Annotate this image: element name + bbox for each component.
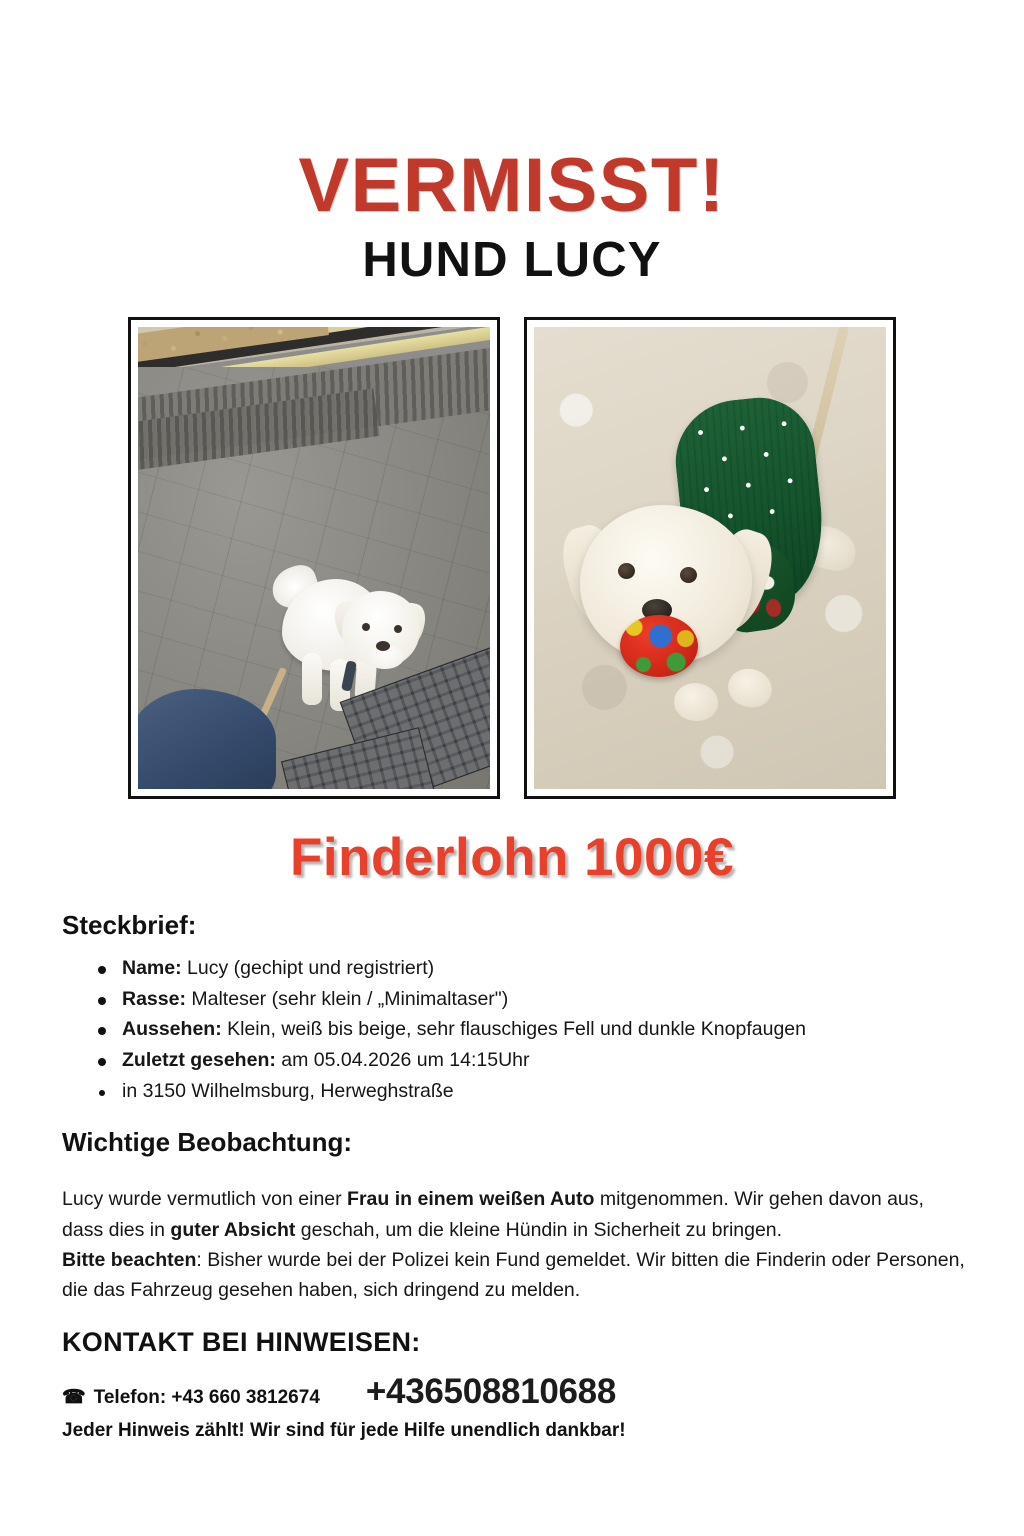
list-item-label: Zuletzt gesehen:	[122, 1049, 276, 1072]
dog-eye	[680, 567, 697, 583]
dog-nose	[376, 641, 390, 651]
para-text: : Bisher wurde bei der Polizei kein Fund gemeldet. Wir bitten die Finderin oder Personen, die das Fahrzeug gesehen haben, sich dringend zu melden.	[62, 1248, 965, 1302]
para-emphasis: guter Absicht	[170, 1218, 296, 1241]
para-emphasis: Frau in einem weißen Auto	[347, 1188, 595, 1211]
photo-lucy-sweater-ball	[524, 317, 896, 799]
photo-gallery	[0, 317, 1024, 799]
section-heading-contact: KONTAKT BEI HINWEISEN:	[62, 1327, 421, 1358]
list-item-label: Rasse:	[122, 987, 186, 1010]
carpet-background	[534, 327, 886, 789]
poster-content	[0, 910, 1024, 1442]
list-item-value: Lucy (gechipt und registriert)	[187, 957, 435, 979]
list-item-value: Malteser (sehr klein / „Minimaltaser")	[191, 987, 509, 1010]
page-subtitle-subject: HUND LUCY	[362, 233, 662, 287]
list-item-label: Aussehen:	[122, 1018, 222, 1041]
phone-number-large[interactable]: +436508810688	[365, 1372, 617, 1412]
dog-eye	[362, 623, 370, 631]
dog-eye	[618, 563, 635, 579]
list-item	[96, 955, 966, 983]
para-text: geschah, um die kleine Hündin in Sicherheit zu bringen.	[295, 1218, 783, 1241]
list-item	[96, 1078, 966, 1106]
photo-lucy-platform	[128, 317, 500, 799]
dog-eye	[394, 625, 402, 633]
phone-line-primary[interactable]	[62, 1387, 320, 1409]
dog-lucy-with-ball	[562, 387, 862, 787]
list-item-label: Name:	[122, 957, 182, 979]
dog-paw	[674, 683, 718, 721]
contact-row	[62, 1372, 966, 1412]
para-text: mitgenommen. Wir gehen davon aus, dass dies in	[62, 1188, 924, 1241]
phone-label: Telefon: +43 660 3812674	[93, 1386, 320, 1408]
list-item-value: Klein, weiß bis beige, sehr flauschiges Fell und dunkle Knopfaugen	[227, 1018, 806, 1041]
reward-headline: Finderlohn 1000€	[290, 828, 734, 887]
page-title-missing: VERMISST!	[298, 143, 726, 228]
para-emphasis: Bitte beachten	[62, 1248, 197, 1271]
list-item	[96, 1047, 966, 1075]
phone-icon: ☎	[62, 1387, 86, 1409]
section-heading-observation: Wichtige Beobachtung:	[62, 1127, 353, 1158]
red-toy-ball	[620, 615, 698, 677]
list-item	[96, 986, 966, 1014]
para-text: Lucy wurde vermutlich von einer	[62, 1188, 348, 1211]
steckbrief-list	[62, 955, 966, 1105]
thanks-message: Jeder Hinweis zählt! Wir sind für jede Hilfe unendlich dankbar!	[62, 1420, 626, 1442]
observation-paragraph-1	[62, 1184, 966, 1305]
section-heading-steckbrief: Steckbrief:	[62, 910, 197, 940]
dog-leg	[302, 653, 322, 705]
list-item	[96, 1016, 966, 1044]
platform-background	[138, 327, 490, 789]
list-item-value: in 3150 Wilhelmsburg, Herweghstraße	[122, 1079, 454, 1102]
dog-paw	[725, 665, 775, 710]
list-item-value: am 05.04.2026 um 14:15Uhr	[281, 1049, 530, 1072]
